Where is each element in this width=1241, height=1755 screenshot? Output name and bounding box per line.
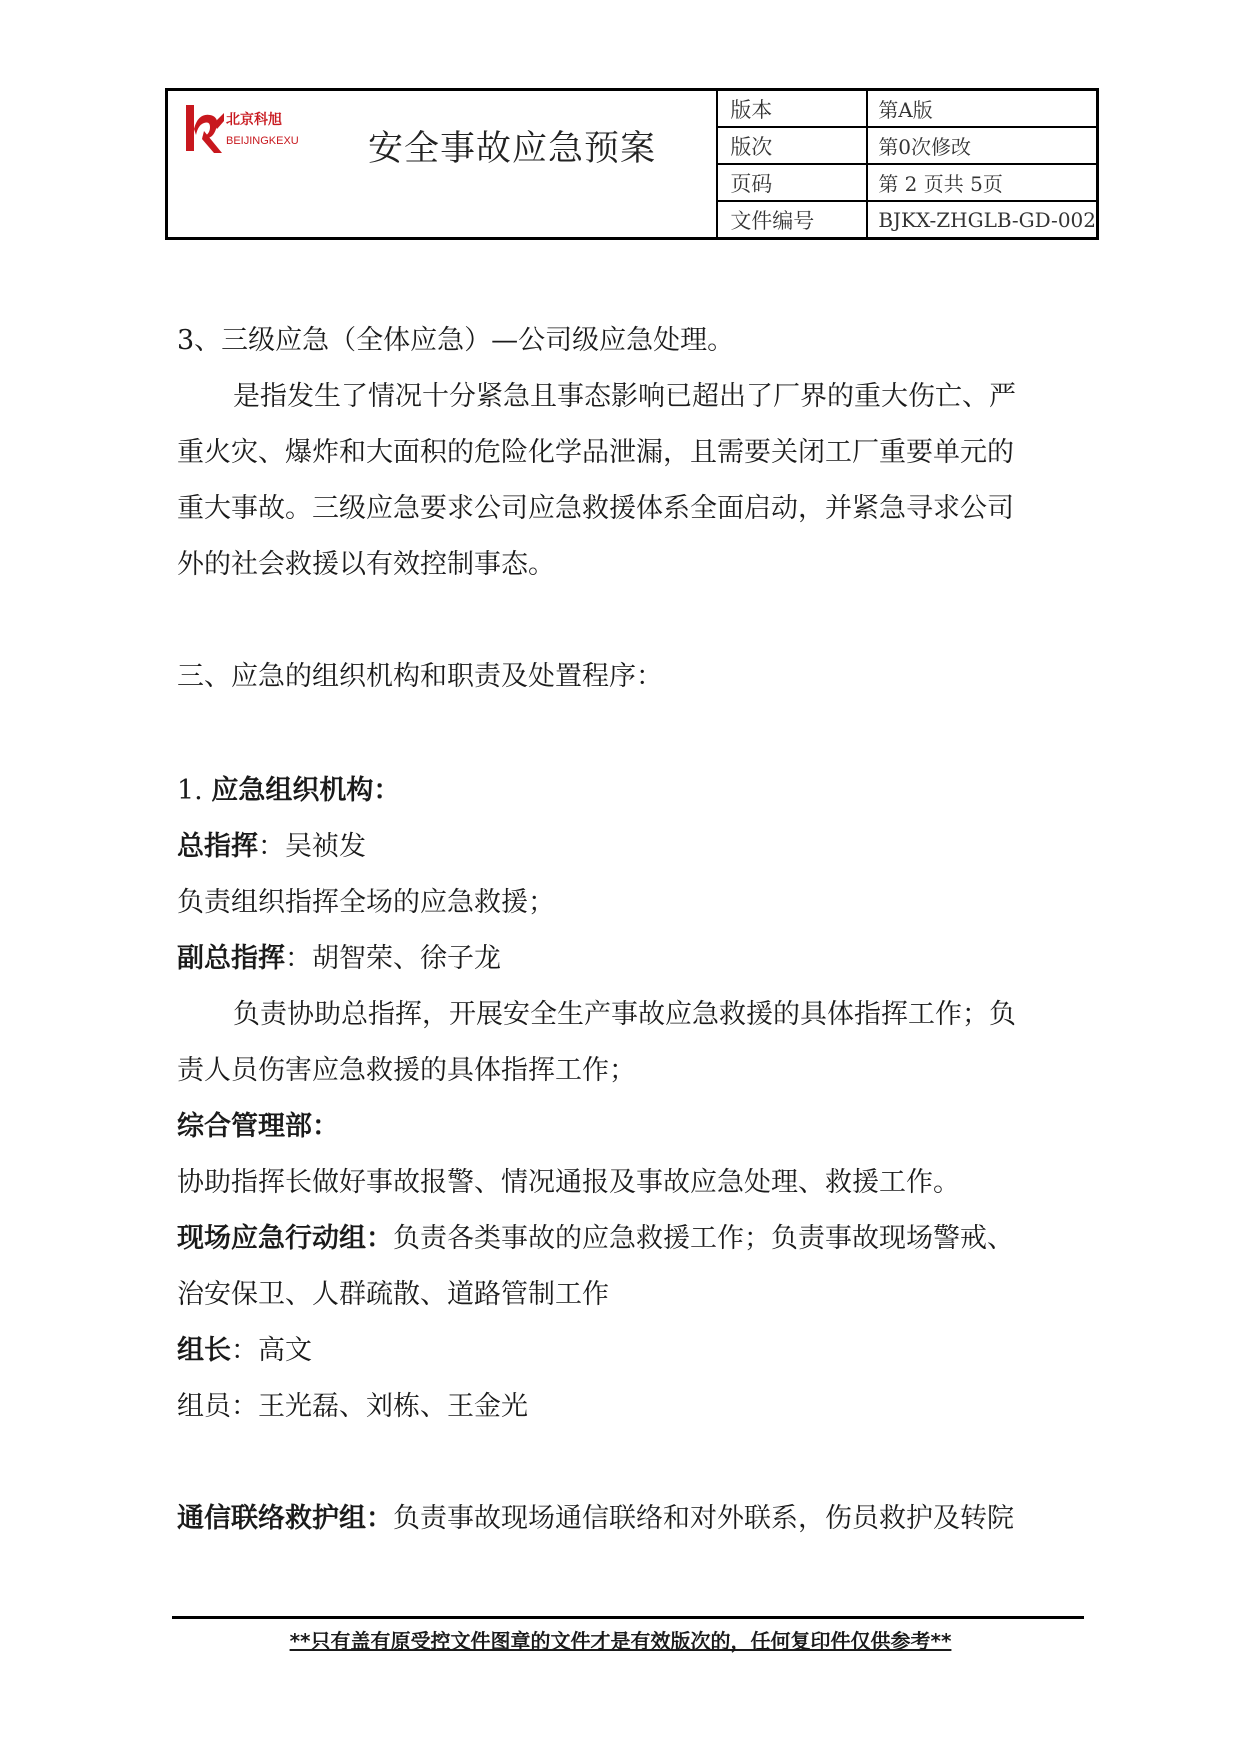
document-title: 安全事故应急预案	[368, 129, 657, 169]
level3-heading: 3、三级应急（全体应急）—公司级应急处理。	[177, 325, 735, 356]
commander-duty: 负责组织指挥全场的应急救援；	[177, 887, 555, 918]
field-team-label: 现场应急行动组：	[177, 1223, 393, 1254]
org-heading-text: 应急组织机构：	[211, 775, 401, 806]
commander-value: ：吴祯发	[258, 831, 366, 862]
logo-english-name: BEIJINGKEXU	[226, 135, 299, 147]
members-line: 组员：王光磊、刘栋、王金光	[177, 1391, 528, 1422]
paragraph-line: 是指发生了情况十分紧急且事态影响已超出了厂界的重大伤亡、严	[233, 381, 1016, 412]
leader-line	[177, 1322, 312, 1379]
header-value: 第A版	[878, 98, 933, 122]
header-label: 版次	[718, 128, 868, 163]
comm-team-line	[177, 1490, 1014, 1547]
org-heading	[177, 762, 400, 819]
org-heading-number: 1.	[177, 775, 212, 806]
vice-duty-line: 负责协助总指挥，开展安全生产事故应急救援的具体指挥工作；负	[233, 999, 1016, 1030]
leader-label: 组长	[177, 1335, 231, 1366]
paragraph-line: 重火灾、爆炸和大面积的危险化学品泄漏，且需要关闭工厂重要单元的	[177, 437, 1014, 468]
paragraph-line: 外的社会救援以有效控制事态。	[177, 549, 555, 580]
section-heading: 三、应急的组织机构和职责及处置程序：	[177, 661, 663, 692]
header-label: 版本	[718, 91, 868, 126]
header-label: 页码	[718, 165, 868, 200]
vice-commander-value: ：胡智荣、徐子龙	[285, 943, 501, 974]
comm-team-duty: 负责事故现场通信联络和对外联系，伤员救护及转院	[393, 1503, 1014, 1534]
header-label: 文件编号	[718, 202, 868, 237]
footer-disclaimer: **只有盖有原受控文件图章的文件才是有效版次的，任何复印件仅供参考**	[289, 1629, 952, 1653]
footer-rule	[172, 1616, 1084, 1619]
vice-commander-label: 副总指挥	[177, 943, 285, 974]
document-body	[177, 0, 1087, 1600]
vice-duty-line: 责人员伤害应急救援的具体指挥工作；	[177, 1055, 636, 1086]
header-value: 第 2 页共 5页	[878, 172, 1003, 196]
logo-chinese-name: 北京科旭	[226, 112, 282, 128]
admin-dept-label: 综合管理部：	[177, 1111, 339, 1142]
commander-label: 总指挥	[177, 831, 258, 862]
header-value: 第0次修改	[878, 135, 972, 159]
field-team-duty-cont: 治安保卫、人群疏散、道路管制工作	[177, 1279, 609, 1310]
comm-team-label: 通信联络救护组：	[177, 1503, 393, 1534]
commander-line	[177, 818, 366, 875]
paragraph-line: 重大事故。三级应急要求公司应急救援体系全面启动，并紧急寻求公司	[177, 493, 1014, 524]
field-team-duty: 负责各类事故的应急救援工作；负责事故现场警戒、	[393, 1223, 1014, 1254]
leader-value: ：高文	[231, 1335, 312, 1366]
admin-dept-duty: 协助指挥长做好事故报警、情况通报及事故应急处理、救援工作。	[177, 1167, 960, 1198]
field-team-line	[177, 1210, 1014, 1267]
vice-commander-line	[177, 930, 501, 987]
header-value: BJKX-ZHGLB-GD-002	[878, 207, 1096, 232]
